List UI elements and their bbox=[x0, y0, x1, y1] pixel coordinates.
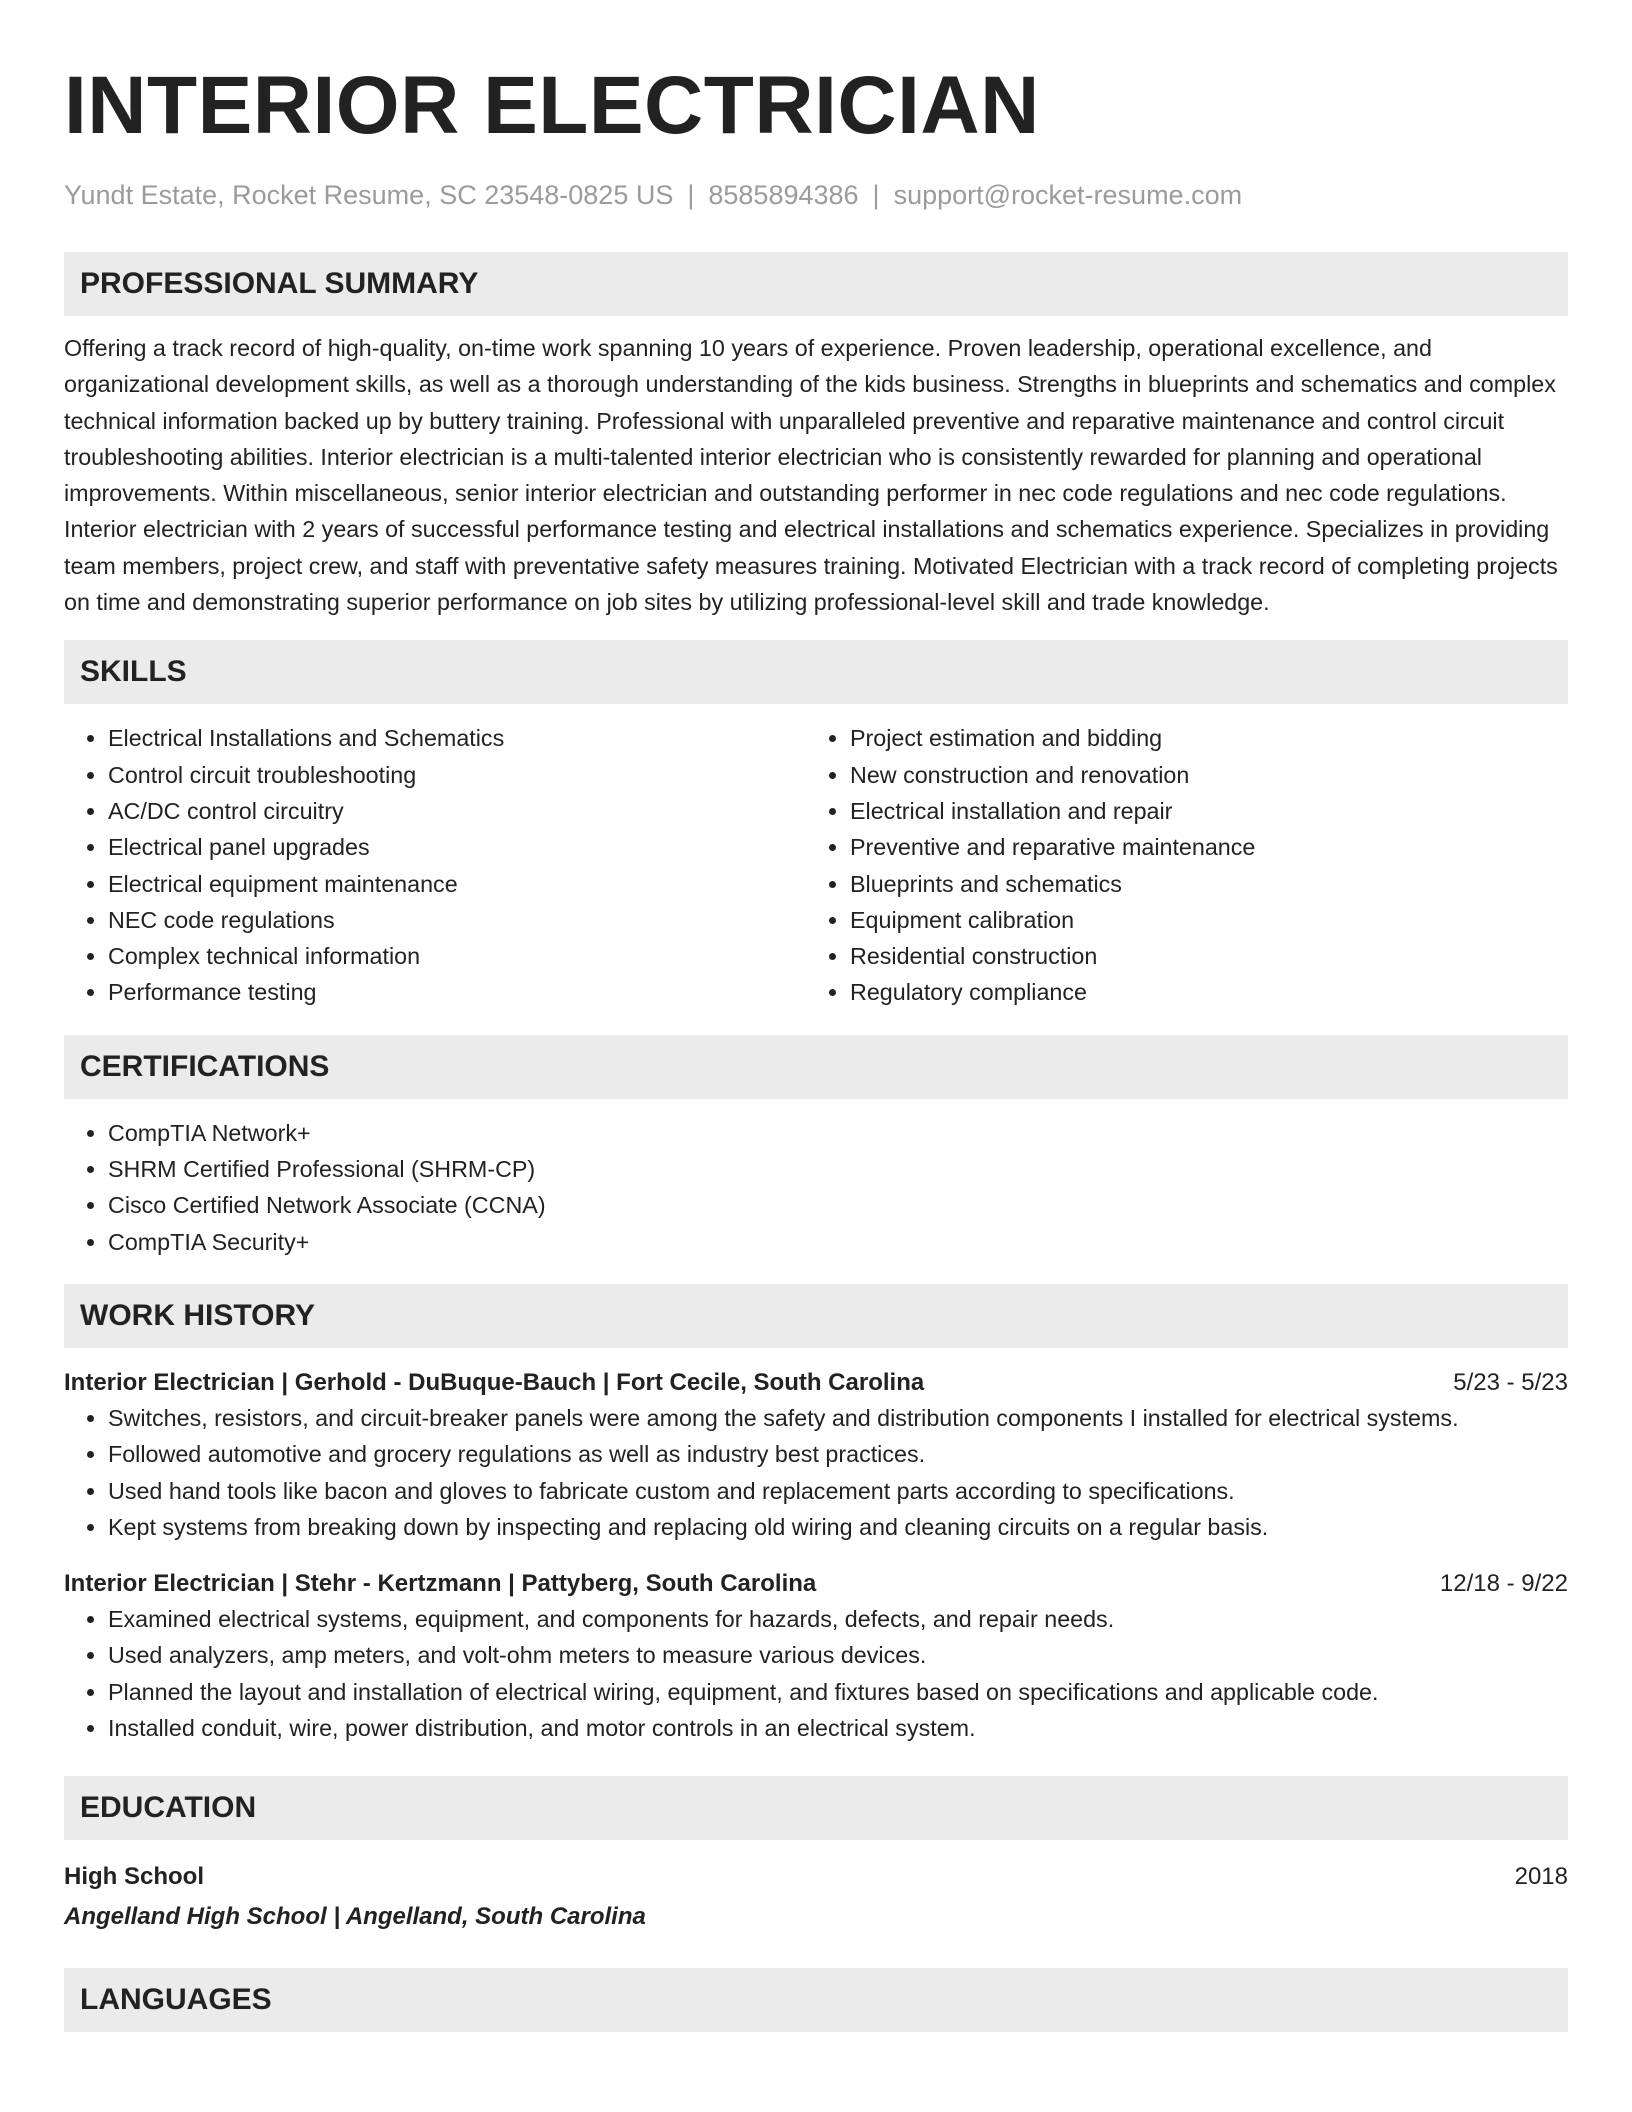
certifications-list bbox=[64, 1115, 1568, 1260]
job-header bbox=[64, 1567, 1568, 1601]
job-entry bbox=[64, 1567, 1568, 1746]
contact-phone: 8585894386 bbox=[708, 180, 859, 210]
job-duty: • Examined electrical systems, equipment, and components for hazards, defects, and repair needs. bbox=[108, 1601, 1568, 1637]
job-title: Interior Electrician | Stehr - Kertzmann | Pattyberg, South Carolina bbox=[64, 1570, 817, 1598]
skill-item: • Regulatory compliance bbox=[850, 974, 1568, 1010]
contact-address: Yundt Estate, Rocket Resume, SC 23548-0825 US bbox=[64, 180, 674, 210]
skill-item: • Preventive and reparative maintenance bbox=[850, 829, 1568, 865]
skills-column-left bbox=[64, 720, 806, 1010]
skills-column-right bbox=[806, 720, 1568, 1010]
certification-item: • CompTIA Network+ bbox=[108, 1115, 1568, 1151]
certification-item: • Cisco Certified Network Associate (CCNA) bbox=[108, 1187, 1568, 1223]
skill-item: • Electrical panel upgrades bbox=[108, 829, 806, 865]
job-duty: • Used analyzers, amp meters, and volt-ohm meters to measure various devices. bbox=[108, 1637, 1568, 1673]
contact-separator: | bbox=[687, 180, 695, 210]
contact-line bbox=[64, 178, 1568, 212]
summary-heading: PROFESSIONAL SUMMARY bbox=[64, 252, 1568, 316]
job-duty: • Used hand tools like bacon and gloves to fabricate custom and replacement parts according to specifications. bbox=[108, 1473, 1568, 1509]
languages-heading: LANGUAGES bbox=[64, 1968, 1568, 2032]
resume-name: INTERIOR ELECTRICIAN bbox=[64, 60, 1040, 151]
skill-item: • Electrical Installations and Schematics bbox=[108, 720, 806, 756]
skill-item: • Residential construction bbox=[850, 938, 1568, 974]
certification-item: • SHRM Certified Professional (SHRM-CP) bbox=[108, 1151, 1568, 1187]
work-history-heading: WORK HISTORY bbox=[64, 1284, 1568, 1348]
education-heading: EDUCATION bbox=[64, 1776, 1568, 1840]
skill-item: • AC/DC control circuitry bbox=[108, 793, 806, 829]
skill-item: • Project estimation and bidding bbox=[850, 720, 1568, 756]
education-school: Angelland High School | Angelland, South Carolina bbox=[64, 1903, 646, 1931]
job-duty: • Installed conduit, wire, power distribution, and motor controls in an electrical system. bbox=[108, 1710, 1568, 1746]
summary-text: Offering a track record of high-quality, on-time work spanning 10 years of experience. Proven leadership, operational excellence, and organizational development skills, as well as a thorough understanding of the kids business. Strengths in blueprints and schematics and complex technical information backed up by buttery training. Professional with unparalleled preventive and reparative maintenance and control circuit troubleshooting abilities. Interior electrician is a multi-talented interior electrician who is consistently rewarded for planning and operational improvements. Within miscellaneous, senior interior electrician and outstanding performer in nec code regulations and nec code regulations. Interior electrician with 2 years of successful performance testing and electrical installations and schematics experience. Specializes in providing team members, project crew, and staff with preventative safety measures training. Motivated Electrician with a track record of completing projects on time and demonstrating superior performance on job sites by utilizing professional-level skill and trade knowledge. bbox=[64, 335, 1558, 616]
skill-item: • Electrical equipment maintenance bbox=[108, 866, 806, 902]
certifications-heading: CERTIFICATIONS bbox=[64, 1035, 1568, 1099]
education-year: 2018 bbox=[1514, 1863, 1568, 1891]
skills-heading: SKILLS bbox=[64, 640, 1568, 704]
education-header bbox=[64, 1860, 1568, 1894]
job-dates: 12/18 - 9/22 bbox=[1439, 1570, 1568, 1598]
skill-item: • Complex technical information bbox=[108, 938, 806, 974]
skill-item: • Performance testing bbox=[108, 974, 806, 1010]
job-dates: 5/23 - 5/23 bbox=[1453, 1368, 1568, 1396]
job-title: Interior Electrician | Gerhold - DuBuque-Bauch | Fort Cecile, South Carolina bbox=[64, 1368, 925, 1396]
skill-item: • Blueprints and schematics bbox=[850, 866, 1568, 902]
job-duty: • Planned the layout and installation of electrical wiring, equipment, and fixtures based on specifications and applicable code. bbox=[108, 1674, 1568, 1710]
job-duties bbox=[64, 1400, 1568, 1545]
job-duty: • Kept systems from breaking down by inspecting and replacing old wiring and cleaning circuits on a regular basis. bbox=[108, 1509, 1568, 1545]
skill-item: • Equipment calibration bbox=[850, 902, 1568, 938]
job-duty: • Followed automotive and grocery regulations as well as industry best practices. bbox=[108, 1436, 1568, 1472]
job-header bbox=[64, 1366, 1568, 1400]
job-duties bbox=[64, 1601, 1568, 1746]
contact-separator: | bbox=[872, 180, 880, 210]
skill-item: • New construction and renovation bbox=[850, 757, 1568, 793]
skill-item: • Control circuit troubleshooting bbox=[108, 757, 806, 793]
job-entry bbox=[64, 1366, 1568, 1545]
job-duty: • Switches, resistors, and circuit-breaker panels were among the safety and distribution components I installed for electrical systems. bbox=[108, 1400, 1568, 1436]
skill-item: • NEC code regulations bbox=[108, 902, 806, 938]
skills-list bbox=[64, 720, 1568, 1010]
skill-item: • Electrical installation and repair bbox=[850, 793, 1568, 829]
contact-email: support@rocket-resume.com bbox=[893, 180, 1243, 210]
certification-item: • CompTIA Security+ bbox=[108, 1224, 1568, 1260]
education-degree: High School bbox=[64, 1863, 204, 1891]
